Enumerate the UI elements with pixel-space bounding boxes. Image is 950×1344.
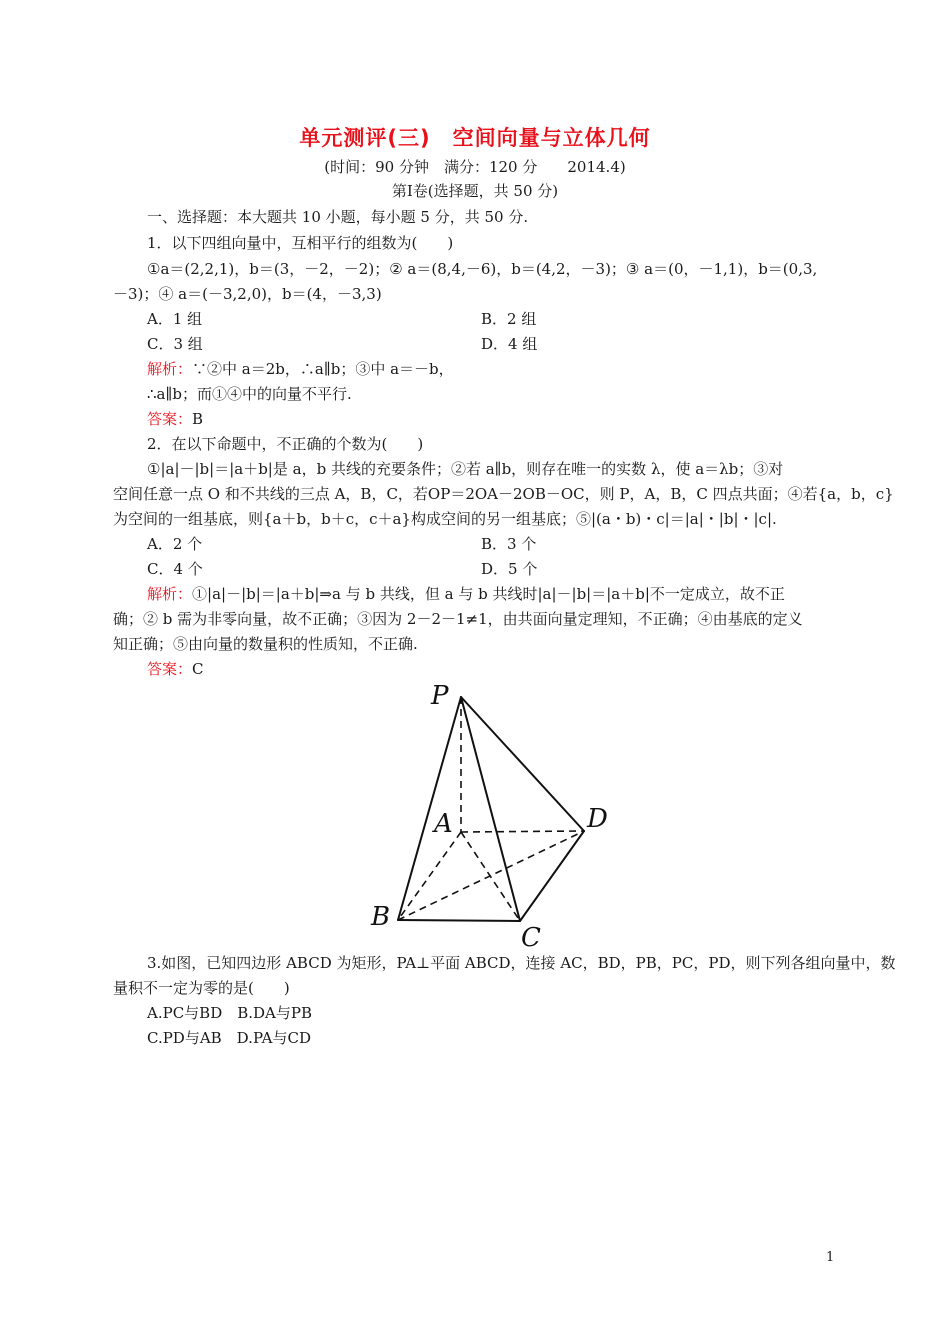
q2-body-line-1: ①|a|－|b|＝|a＋b|是 a，b 共线的充要条件；②若 a∥b，则存在唯一的实数 λ，使 a＝λb；③对 (147, 460, 784, 478)
vertex-label-b: B (371, 902, 391, 932)
page-title: 单元测评(三) 空间向量与立体几何 (299, 126, 651, 150)
q1-analysis-label: 解析： (147, 360, 193, 378)
q3-options-ab: A.PC与BD B.DA与PB (147, 1004, 312, 1022)
q2-option-c: C．4 个 (147, 560, 203, 578)
diagonal-bd-hidden (398, 831, 584, 920)
q2-answer: C (192, 660, 204, 678)
q2-answer-label: 答案： (147, 660, 193, 678)
q2-option-b: B．3 个 (481, 535, 537, 553)
q1-stem: 1．以下四组向量中，互相平行的组数为( ) (147, 234, 454, 252)
q2-analysis-label: 解析： (147, 585, 193, 603)
edge-cd (520, 831, 584, 921)
q1-option-d: D．4 组 (481, 335, 538, 353)
q1-analysis-line-2: ∴a∥b；而①④中的向量不平行. (147, 385, 352, 403)
q2-analysis-text-1: ①|a|－|b|＝|a＋b|⇒a 与 b 共线，但 a 与 b 共线时|a|－|b|＝|a＋b|不一定成立，故不正 (192, 585, 785, 603)
pyramid-figure (370, 678, 620, 950)
q3-stem-line-2: 量积不一定为零的是( ) (113, 979, 290, 997)
q2-body-line-2: 空间任意一点 O 和不共线的三点 A，B，C，若OP＝2OA－2OB－OC，则 P，A，B，C 四点共面；④若{a，b，c} (113, 485, 894, 503)
q1-option-b: B．2 组 (481, 310, 537, 328)
q1-analysis-text-1: ∵②中 a＝2b，∴a∥b；③中 a＝－b， (192, 360, 454, 378)
vertex-label-p: P (431, 681, 449, 711)
q1-answer-label: 答案： (147, 410, 193, 428)
q2-option-d: D．5 个 (481, 560, 538, 578)
q2-answer-line (147, 659, 204, 679)
q1-answer-line (147, 409, 203, 429)
instructions: 一、选择题：本大题共 10 小题，每小题 5 分，共 50 分. (147, 208, 529, 226)
q1-body-line-1: ①a＝(2,2,1)，b＝(3，－2，－2)；② a＝(8,4,－6)，b＝(4,2，－3)；③ a＝(0，－1,1)，b＝(0,3, (147, 260, 818, 278)
q2-body-line-3: 为空间的一组基底，则{a＋b，b＋c，c＋a}构成空间的另一组基底；⑤|(a・b)・c|＝|a|・|b|・|c|. (113, 510, 777, 528)
q2-analysis-line-2: 确；② b 需为非零向量，故不正确；③因为 2－2－1≠1，由共面向量定理知，不正确；④由基底的定义 (113, 610, 803, 628)
q2-option-a: A．2 个 (147, 535, 203, 553)
edge-ab-hidden (398, 832, 461, 920)
edge-bc (398, 920, 520, 921)
q1-answer: B (192, 410, 204, 428)
vertex-label-a: A (434, 809, 453, 839)
q3-stem-line-1: 3.如图，已知四边形 ABCD 为矩形，PA⊥平面 ABCD，连接 AC，BD，PB，PC，PD，则下列各组向量中，数 (147, 954, 896, 972)
q3-options-cd: C.PD与AB D.PA与CD (147, 1029, 311, 1047)
q2-stem: 2．在以下命题中，不正确的个数为( ) (147, 435, 424, 453)
vertex-label-d: D (587, 804, 608, 834)
q1-option-c: C．3 组 (147, 335, 203, 353)
edge-ad-hidden (461, 831, 584, 832)
q1-body-line-2: －3)；④ a＝(－3,2,0)，b＝(4，－3,3) (113, 285, 382, 303)
q1-option-a: A．1 组 (147, 310, 203, 328)
q2-analysis-line-3: 知正确；⑤由向量的数量积的性质知，不正确. (113, 635, 418, 653)
section-heading: 第Ⅰ卷(选择题，共 50 分) (391, 182, 559, 200)
page-number: 1 (826, 1250, 835, 1265)
exam-meta: (时间：90 分钟 满分：120 分 2014.4) (324, 158, 626, 176)
vertex-label-c: C (521, 923, 541, 950)
q1-analysis-line-1 (147, 359, 454, 379)
q2-analysis-line-1 (147, 584, 785, 604)
